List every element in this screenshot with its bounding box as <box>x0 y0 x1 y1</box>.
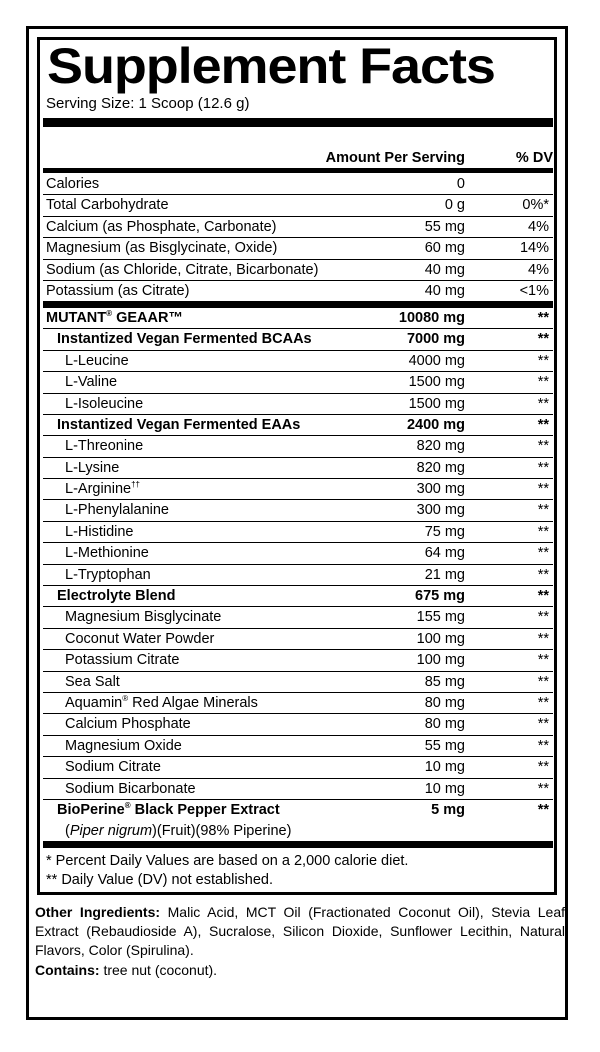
bioperine-source-row: (Piper nigrum)(Fruit)(98% Piperine) <box>43 821 553 848</box>
mutant-geaar-row: MUTANT® GEAAR™ 10080 mg ** <box>43 308 553 329</box>
allergen-contains <box>35 961 217 980</box>
ingredient-amount: 300 mg <box>416 502 465 519</box>
ingredient-name: Sea Salt <box>65 673 120 690</box>
ingredient-amount: 55 mg <box>424 218 465 235</box>
ingredient-amount: 820 mg <box>416 459 465 476</box>
thick-divider <box>43 118 553 127</box>
eaa-ingredient-row <box>43 458 553 479</box>
ingredient-dv: ** <box>537 395 549 412</box>
footnote-percent-dv: * Percent Daily Values are based on a 2,000 calorie diet. <box>46 853 409 869</box>
ingredient-name: L-Valine <box>65 374 118 391</box>
ingredient-amount: 100 mg <box>416 652 465 669</box>
ingredient-name: L-Leucine <box>65 352 129 369</box>
ingredient-amount: 60 mg <box>424 240 465 257</box>
ingredient-amount: 100 mg <box>416 630 465 647</box>
dv-header: % DV <box>515 150 553 166</box>
bcaa-ingredient-row <box>43 372 553 393</box>
ingredient-dv: ** <box>537 609 549 626</box>
ingredient-dv: 14% <box>519 240 549 257</box>
ingredient-dv: ** <box>537 459 549 476</box>
ingredient-dv: ** <box>537 673 549 690</box>
eaa-ingredient-row <box>43 565 553 586</box>
ingredient-name: Aquamin® Red Algae Minerals <box>65 693 258 711</box>
serving-size: Serving Size: 1 Scoop (12.6 g) <box>46 95 250 112</box>
ingredient-name: Potassium Citrate <box>65 652 180 669</box>
electrolyte-ingredient-row <box>43 629 553 650</box>
ingredient-amount: 75 mg <box>424 523 465 540</box>
ingredient-name: Calcium Phosphate <box>65 716 191 733</box>
bcaa-ingredient-row <box>43 394 553 415</box>
ingredient-amount: 1500 mg <box>408 374 465 391</box>
nutrient-row <box>43 238 553 259</box>
ingredient-name: Sodium (as Chloride, Citrate, Bicarbonate) <box>46 261 319 278</box>
ingredient-amount: 4000 mg <box>408 352 465 369</box>
ingredient-dv: 4% <box>528 261 549 278</box>
ingredient-dv: <1% <box>519 282 549 299</box>
ingredient-amount: 40 mg <box>424 261 465 278</box>
ingredient-name: L-Arginine†† <box>65 480 140 498</box>
ingredient-dv: ** <box>537 502 549 519</box>
electrolyte-ingredient-row <box>43 757 553 778</box>
bcaa-ingredient-row <box>43 351 553 372</box>
ingredient-name: Coconut Water Powder <box>65 630 215 647</box>
ingredient-name: Calories <box>46 176 100 192</box>
ingredient-dv: 0%* <box>522 197 549 214</box>
ingredient-name: Magnesium Oxide <box>65 737 182 754</box>
eaa-ingredient-row <box>43 500 553 521</box>
bcaas-row: Instantized Vegan Fermented BCAAs 7000 mg ** <box>43 329 553 350</box>
ingredient-amount: 155 mg <box>416 609 465 626</box>
eaa-ingredient-row <box>43 543 553 564</box>
electrolyte-ingredient-row <box>43 672 553 693</box>
ingredient-dv: ** <box>537 374 549 391</box>
ingredient-dv: ** <box>537 438 549 455</box>
eaa-ingredient-row <box>43 479 553 500</box>
ingredient-amount: 0 <box>456 176 465 192</box>
ingredient-amount: 10 mg <box>424 780 465 797</box>
nutrient-row <box>43 217 553 238</box>
ingredient-amount: 21 mg <box>424 566 465 583</box>
ingredient-name: Magnesium Bisglycinate <box>65 609 222 626</box>
ingredient-name: L-Threonine <box>65 438 144 455</box>
footnote-dv-not-established: ** Daily Value (DV) not established. <box>46 872 274 888</box>
electrolyte-blend-row: Electrolyte Blend 675 mg ** <box>43 586 553 607</box>
ingredient-name: Magnesium (as Bisglycinate, Oxide) <box>46 240 278 257</box>
electrolyte-ingredient-row <box>43 693 553 714</box>
ingredient-dv: ** <box>537 523 549 540</box>
ingredient-name: L-Lysine <box>65 459 120 476</box>
nutrient-row <box>43 195 553 216</box>
ingredient-dv: ** <box>537 716 549 733</box>
ingredient-dv: ** <box>537 545 549 562</box>
ingredient-amount: 1500 mg <box>408 395 465 412</box>
ingredient-amount: 85 mg <box>424 673 465 690</box>
ingredient-amount: 0 g <box>444 197 465 214</box>
ingredient-name: L-Isoleucine <box>65 395 144 412</box>
ingredient-amount: 55 mg <box>424 737 465 754</box>
electrolyte-ingredient-row <box>43 779 553 800</box>
ingredient-amount: 80 mg <box>424 716 465 733</box>
ingredient-dv: ** <box>537 566 549 583</box>
ingredient-name: Sodium Citrate <box>65 759 161 776</box>
ingredient-amount: 80 mg <box>424 694 465 711</box>
amount-per-serving-header: Amount Per Serving <box>325 150 465 166</box>
nutrient-row <box>43 281 553 308</box>
ingredient-dv: 4% <box>528 218 549 235</box>
other-ingredients <box>35 903 565 960</box>
ingredient-amount: 40 mg <box>424 282 465 299</box>
electrolyte-ingredient-row <box>43 736 553 757</box>
nutrient-table <box>43 174 553 848</box>
ingredient-amount: 820 mg <box>416 438 465 455</box>
ingredient-dv: ** <box>537 630 549 647</box>
contains-text: tree nut (coconut). <box>99 962 218 978</box>
ingredient-name: L-Methionine <box>65 545 149 562</box>
eaa-ingredient-row <box>43 522 553 543</box>
ingredient-dv: ** <box>537 780 549 797</box>
nutrient-row <box>43 260 553 281</box>
other-ingredients-text: Malic Acid, MCT Oil (Fractionated Coconut Oil), Stevia Leaf Extract (Rebaudioside A), Sucralose, Silicon Dioxide, Sunflower Lecithin, Natural Flavors, Color (Spirulina). <box>35 904 565 958</box>
bioperine-row: BioPerine® Black Pepper Extract 5 mg ** <box>57 800 549 818</box>
other-ingredients-label: Other Ingredients: <box>35 904 161 920</box>
ingredient-name: L-Phenylalanine <box>65 502 169 519</box>
ingredient-dv: ** <box>537 652 549 669</box>
nutrient-row <box>43 174 553 195</box>
ingredient-dv: ** <box>537 737 549 754</box>
electrolyte-ingredient-row <box>43 607 553 628</box>
eaa-ingredient-row <box>43 436 553 457</box>
ingredient-dv: ** <box>537 481 549 498</box>
ingredient-dv: ** <box>537 694 549 711</box>
ingredient-name: L-Histidine <box>65 523 134 540</box>
ingredient-name: Sodium Bicarbonate <box>65 780 196 797</box>
label-title: Supplement Facts <box>47 38 495 94</box>
ingredient-dv: ** <box>537 759 549 776</box>
contains-label: Contains: <box>35 962 100 978</box>
ingredient-amount: 10 mg <box>424 759 465 776</box>
ingredient-dv: ** <box>537 352 549 369</box>
ingredient-name: Potassium (as Citrate) <box>46 282 190 299</box>
ingredient-amount: 300 mg <box>416 481 465 498</box>
ingredient-amount: 64 mg <box>424 545 465 562</box>
eaas-row: Instantized Vegan Fermented EAAs 2400 mg ** <box>43 415 553 436</box>
ingredient-name: Total Carbohydrate <box>46 197 169 214</box>
header-divider <box>43 168 553 173</box>
ingredient-name: L-Tryptophan <box>65 566 151 583</box>
electrolyte-ingredient-row <box>43 714 553 735</box>
ingredient-name: Calcium (as Phosphate, Carbonate) <box>46 218 277 235</box>
electrolyte-ingredient-row <box>43 650 553 671</box>
